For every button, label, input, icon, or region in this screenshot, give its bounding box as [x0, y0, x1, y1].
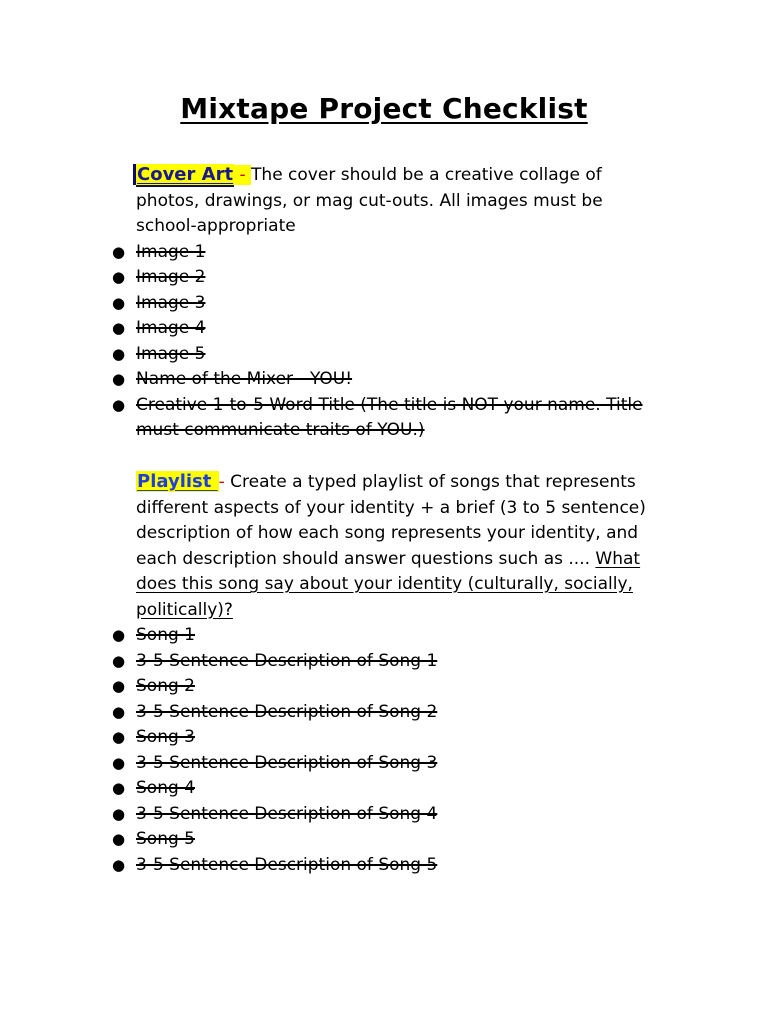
checklist-item-description-1: ● 3-5 Sentence Description of Song 1 [136, 649, 666, 675]
playlist-question: What does this song say about your identity (culturally, socially, politically)? [136, 548, 641, 620]
cover-art-heading: Cover Art [137, 164, 234, 185]
cover-art-section [136, 162, 666, 444]
checklist-item-description-3: ● 3-5 Sentence Description of Song 3 [136, 751, 666, 777]
checklist-item-image-1: ● Image 1 [136, 240, 666, 266]
playlist-checklist [136, 623, 666, 878]
playlist-intro [136, 469, 666, 623]
checklist-item-song-3: ● Song 3 [136, 725, 666, 751]
playlist-section [136, 469, 666, 878]
cover-art-checklist [136, 240, 666, 444]
playlist-heading: Playlist [137, 471, 218, 492]
checklist-item-song-5: ● Song 5 [136, 827, 666, 853]
checklist-item-song-4: ● Song 4 [136, 776, 666, 802]
checklist-item-title: ● Creative 1-to-5 Word Title (The title is NOT your name. Title must communicate traits of YOU.) [136, 393, 666, 444]
checklist-item-image-5: ● Image 5 [136, 342, 666, 368]
checklist-item-song-1: ● Song 1 [136, 623, 666, 649]
playlist-description: Create a typed playlist of songs that represents different aspects of your identity + a brief (3 to 5 sentence) description of how each song represents your identity, and each description should answer questions such as .... [136, 472, 646, 569]
checklist-item-song-2: ● Song 2 [136, 674, 666, 700]
playlist-dash: - [218, 472, 231, 492]
checklist-item-description-5: ● 3-5 Sentence Description of Song 5 [136, 853, 666, 879]
checklist-item-mixer-name: ● Name of the Mixer - YOU! [136, 367, 666, 393]
checklist-item-image-2: ● Image 2 [136, 265, 666, 291]
document-title: Mixtape Project Checklist [180, 92, 588, 125]
checklist-item-description-4: ● 3-5 Sentence Description of Song 4 [136, 802, 666, 828]
checklist-item-image-3: ● Image 3 [136, 291, 666, 317]
cover-art-description: The cover should be a creative collage of photos, drawings, or mag cut-outs. All images must be school-appropriate [136, 165, 603, 236]
cover-art-dash: - [234, 165, 252, 185]
checklist-item-image-4: ● Image 4 [136, 316, 666, 342]
checklist-item-description-2: ● 3-5 Sentence Description of Song 2 [136, 700, 666, 726]
cover-art-intro [136, 162, 666, 240]
